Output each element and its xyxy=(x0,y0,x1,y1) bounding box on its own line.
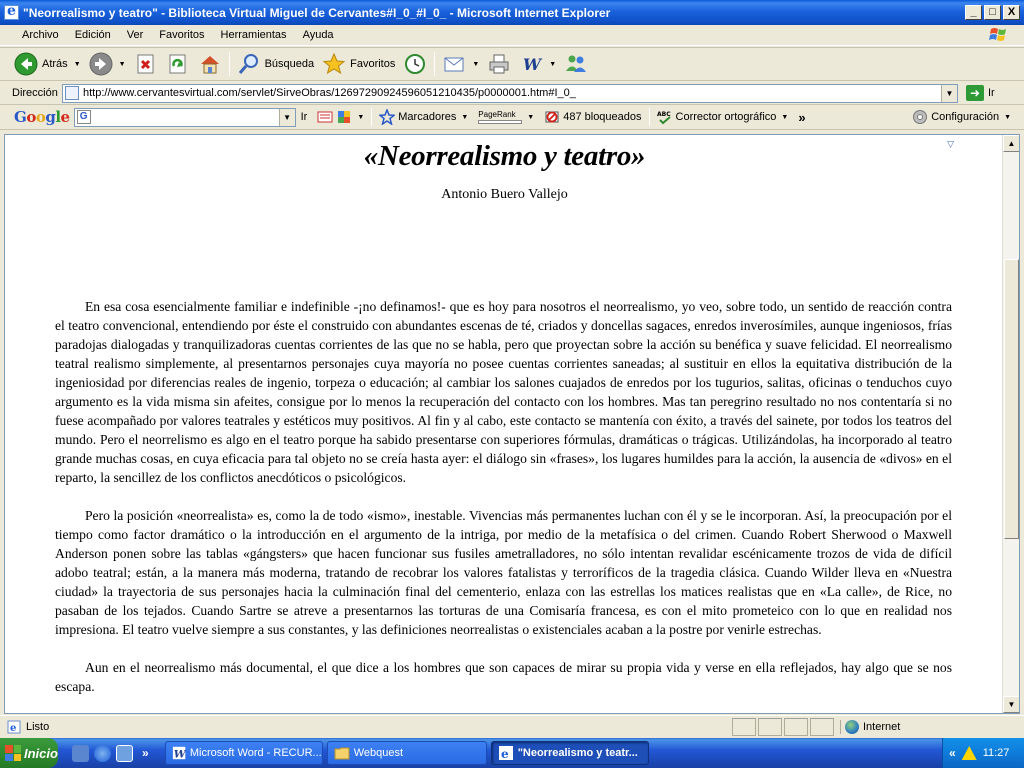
status-main xyxy=(0,719,730,735)
pagerank-label: PageRank xyxy=(478,109,516,119)
task-word-label: Microsoft Word - RECUR... xyxy=(189,747,322,759)
ie-quicklaunch-icon[interactable] xyxy=(94,745,111,762)
task-webquest-label: Webquest xyxy=(353,747,404,759)
back-arrow-icon xyxy=(14,52,38,76)
pagerank-dropdown-icon: ▼ xyxy=(527,113,535,121)
google-search-dropdown-icon[interactable]: ▼ xyxy=(279,109,295,126)
window-controls xyxy=(965,5,1020,20)
paragraph: Pero la posición «neorrealista» es, como la de todo «ismo», inestable. Vivencias más permanentes luchan con él y se le incorporan. Así, la preocupación por el tiempo como factor dramático o la introducción en el argumento de la intriga, por medio de la metafísica o del crimen. Cuando Robert Sherwood o Maxwell Anderson ponen sobre las tablas «gángsters» que hacen funcionar sus fusiles ametralladores, no sólo intentan revalidar escénicamente trozos de vida de difícil adobo teatral; están, a la manera más moderna, tratando de recobrar los valores fatalistas y terroríficos de la tragedia clásica. Cuando Wilder lleva en «Nuestra ciudad» la trayectoria de sus personajes hacia la culminación final del cementerio, enlaza con las estrellas los matices realistas que en «La calle», de Rice, no pasaban de los tejados. Cuando Sartre se atreve a presentarnos las torturas de una Comisaría francesa, es con el mito prometeico con lo que en realidad nos impresiona. El teatro vuelve siempre a sus constantes, y las definiciones neorrealistas o existenciales acaban a la postre por venirle estrechas. xyxy=(55,508,952,637)
home-button[interactable] xyxy=(194,50,226,78)
bookmark-star-icon xyxy=(379,109,395,125)
puzzle-icon xyxy=(336,109,352,125)
google-news-button[interactable] xyxy=(312,109,369,125)
menu-favoritos[interactable]: Favoritos xyxy=(159,29,205,41)
svg-text:ABC: ABC xyxy=(656,111,671,118)
folder-icon xyxy=(334,745,350,761)
start-label: Inicio xyxy=(24,745,58,761)
ie-page-icon xyxy=(498,745,514,761)
bookmarks-button[interactable] xyxy=(374,109,473,125)
print-icon xyxy=(487,52,511,76)
page-done-icon xyxy=(6,719,22,735)
vertical-scrollbar[interactable] xyxy=(1002,135,1019,713)
task-ie-label: "Neorrealismo y teatr... xyxy=(517,747,638,759)
paragraph: En esa cosa esencialmente familiar e indefinible -¡no definamos!- que es hoy para nosotros el neorrealismo, yo veo, sobre todo, un sentido de reacción contra el teatro convencional, entendiendo por éste el construido con abundantes escenas de té, criados y doncellas sagaces, enredos inverosímiles, aunque ingeniosos, frías paradojas dialogadas y tranquilizadoras cuentas corrientes de las que no se habla, pero que proyectan sobre la acción su benéfica y suave felicidad. El neorrealismo teatral realismo simplemente, al presentarnos personajes cuya mayoría no posee cuentas corrientes saneadas; al sustituir en ellos la equitativa distribución de la ingeniosidad por diferencias reales de ingenio, torpeza o educación; al cambiar los salones cuajados de enredos por los tugurios, salitas, oficinas o tenduchos cuyo argumento es la vida misma sin afeites, consigue por lo menos la recuperación del contacto con los hombres. Mas tan peregrino resultado no nos contentaría si no fuese acompañado por valores teatrales y estéticos muy positivos. Al fin y al cabo, este contacto se mantenía con éxito, a través del sainete, por todos los teatros del mundo. Pero el neorrelismo es algo en el teatro porque ha sabido presentarse con superiores fórmulas, dramáticas o trágicas. Utilizándolas, ha incorporado al teatro grande muchas cosas, en cuya eficacia para tal objeto no se creía hasta ayer: el diálogo sin «frases», los lugares humildes para la acción, la ausencia de «divos» en el reparto, la sencillez de los conflictos anecdóticos o psicológicos. xyxy=(55,299,952,485)
mail-button[interactable] xyxy=(438,50,483,78)
minimize-button[interactable]: _ xyxy=(965,5,982,20)
show-desktop-icon[interactable] xyxy=(116,745,133,762)
news-icon xyxy=(317,109,333,125)
status-cell xyxy=(732,718,756,736)
search-button[interactable] xyxy=(233,50,319,78)
settings-dropdown-icon: ▼ xyxy=(1004,113,1011,121)
document-author: Antonio Buero Vallejo xyxy=(441,187,568,202)
google-search-value: G xyxy=(77,110,91,124)
settings-button[interactable] xyxy=(907,109,1016,125)
word-icon xyxy=(519,52,543,76)
go-button[interactable] xyxy=(966,85,995,101)
address-dropdown-icon[interactable]: ▼ xyxy=(941,85,957,102)
spellcheck-icon xyxy=(657,109,673,125)
window-title-bar[interactable] xyxy=(0,0,1024,25)
task-word[interactable] xyxy=(165,741,323,765)
outlook-icon[interactable] xyxy=(72,745,89,762)
popup-blocker-button[interactable] xyxy=(539,109,646,125)
task-webquest[interactable] xyxy=(327,741,487,765)
favorites-button[interactable] xyxy=(318,50,399,78)
settings-label: Configuración xyxy=(931,111,1000,123)
pagerank-indicator[interactable] xyxy=(473,111,539,124)
home-icon xyxy=(198,52,222,76)
scroll-down-button[interactable]: ▼ xyxy=(1003,696,1020,713)
menu-edicion[interactable]: Edición xyxy=(74,29,111,41)
history-icon xyxy=(403,52,427,76)
spellcheck-button[interactable] xyxy=(652,109,794,125)
page-anchor-icon[interactable]: ▽ xyxy=(947,139,954,149)
google-separator xyxy=(649,108,650,126)
mail-icon xyxy=(442,52,466,76)
quick-launch-more[interactable]: » xyxy=(142,746,149,760)
google-go-button[interactable]: Ir xyxy=(300,111,308,123)
toolbar-separator xyxy=(434,52,435,76)
puzzle-dropdown-icon[interactable]: ▼ xyxy=(357,113,365,121)
pagerank-bar xyxy=(478,120,522,124)
stop-icon xyxy=(134,52,158,76)
forward-button[interactable] xyxy=(85,50,130,78)
favorites-star-icon xyxy=(322,52,346,76)
task-ie-active[interactable] xyxy=(491,741,649,765)
popup-blocked-count: 487 bloqueados xyxy=(563,111,642,123)
refresh-icon xyxy=(166,52,190,76)
status-cell xyxy=(758,718,782,736)
menu-archivo[interactable]: Archivo xyxy=(22,29,59,41)
address-bar xyxy=(0,82,1024,104)
spellcheck-dropdown-icon: ▼ xyxy=(781,113,789,121)
windows-flag-icon xyxy=(5,745,21,761)
status-cell xyxy=(784,718,808,736)
go-arrow-icon: ➜ xyxy=(966,85,984,101)
search-icon xyxy=(237,52,261,76)
messenger-button[interactable] xyxy=(560,50,592,78)
status-text: Listo xyxy=(26,720,50,733)
close-button[interactable]: X xyxy=(1003,5,1020,20)
messenger-icon xyxy=(564,52,588,76)
address-label: Dirección xyxy=(12,87,58,99)
scroll-up-button[interactable]: ▲ xyxy=(1003,135,1020,152)
maximize-button[interactable]: □ xyxy=(984,5,1001,20)
toolbar-separator xyxy=(229,52,230,76)
favorites-label: Favoritos xyxy=(350,58,396,70)
windows-logo-icon xyxy=(988,26,1010,44)
back-dropdown-icon[interactable]: ▼ xyxy=(73,60,81,68)
google-separator xyxy=(371,108,372,126)
scrollbar-thumb[interactable] xyxy=(1004,259,1019,539)
zone-label: Internet xyxy=(863,720,901,733)
svg-text:e: e xyxy=(10,722,17,734)
status-cell xyxy=(810,718,834,736)
svg-text:W: W xyxy=(523,55,542,74)
settings-gear-icon xyxy=(912,109,928,125)
ie-icon xyxy=(4,5,19,20)
forward-dropdown-icon[interactable]: ▼ xyxy=(118,60,126,68)
forward-arrow-icon xyxy=(89,52,113,76)
google-logo[interactable]: Google xyxy=(14,108,70,126)
spellcheck-label: Corrector ortográfico xyxy=(675,111,777,123)
address-input[interactable] xyxy=(62,84,958,103)
page-icon xyxy=(65,86,79,100)
refresh-button[interactable] xyxy=(162,50,194,78)
warning-icon[interactable] xyxy=(962,746,977,760)
start-button[interactable] xyxy=(0,738,58,768)
google-toolbar xyxy=(0,104,1024,130)
clock[interactable]: 11:27 xyxy=(982,747,1010,759)
go-label: Ir xyxy=(988,87,995,99)
more-tools-chevron[interactable]: » xyxy=(798,109,806,125)
stop-button[interactable] xyxy=(130,50,162,78)
taskbar xyxy=(0,738,1024,768)
google-search-input[interactable] xyxy=(74,108,296,127)
security-zone[interactable] xyxy=(840,720,1000,734)
menu-ayuda[interactable]: Ayuda xyxy=(302,29,334,41)
standard-toolbar xyxy=(0,47,1024,81)
paragraph: Aun en el neorrealismo más documental, el que dice a los hombres que son capaces de mirar su propia vida y verse en ella reflejados, hay algo que se nos escapa. xyxy=(55,660,952,694)
document-page xyxy=(5,135,1004,713)
popup-blocked-icon xyxy=(544,109,560,125)
svg-text:W: W xyxy=(173,747,186,761)
internet-globe-icon xyxy=(845,720,859,734)
window-title: "Neorrealismo y teatro" - Biblioteca Virtual Miguel de Cervantes#I_0_#I_0_ - Microsoft Internet Explorer xyxy=(23,5,611,20)
print-button[interactable] xyxy=(483,50,515,78)
mail-dropdown-icon[interactable]: ▼ xyxy=(472,60,480,68)
bookmarks-label: Marcadores xyxy=(398,111,457,123)
svg-text:e: e xyxy=(500,747,509,761)
back-label: Atrás xyxy=(42,58,68,70)
history-button[interactable] xyxy=(399,50,431,78)
menu-ver[interactable]: Ver xyxy=(126,29,144,41)
document-title: «Neorrealismo y teatro» xyxy=(363,140,646,172)
system-tray xyxy=(942,738,1024,768)
word-doc-icon xyxy=(172,745,186,761)
menu-bar xyxy=(0,25,1024,46)
tray-expand-chevron[interactable]: « xyxy=(949,746,956,760)
search-label: Búsqueda xyxy=(264,58,315,70)
back-button[interactable] xyxy=(10,50,85,78)
bookmarks-dropdown-icon: ▼ xyxy=(461,113,469,121)
menu-herramientas[interactable]: Herramientas xyxy=(220,29,287,41)
quick-launch xyxy=(58,745,149,762)
status-bar xyxy=(0,715,1024,737)
edit-word-button[interactable] xyxy=(515,50,560,78)
address-url[interactable]: http://www.cervantesvirtual.com/servlet/SirveObras/12697290924596051210435/p0000001.htm#I_0_ xyxy=(83,87,576,99)
browser-viewport[interactable] xyxy=(4,134,1020,714)
edit-dropdown-icon[interactable]: ▼ xyxy=(549,60,557,68)
